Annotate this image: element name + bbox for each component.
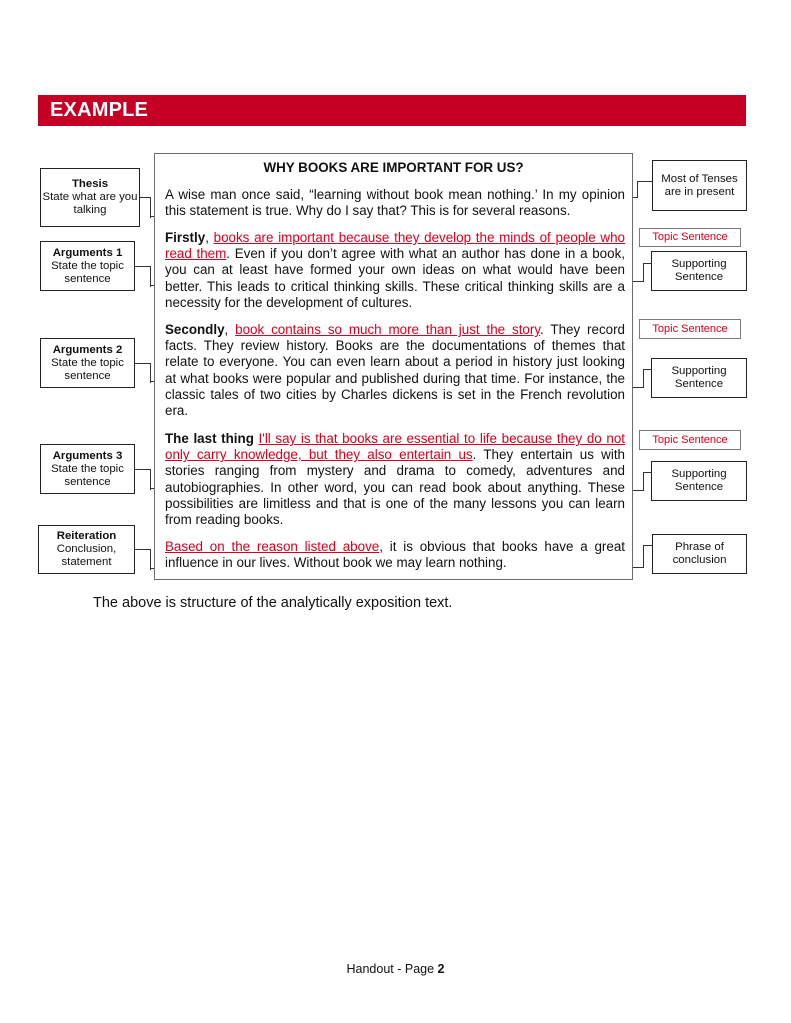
connector-line	[643, 369, 652, 388]
label-supporting-sentence-3	[651, 461, 747, 501]
connector-line	[135, 266, 151, 287]
label-text: Supporting Sentence	[671, 468, 727, 493]
label-arguments-2	[40, 338, 135, 388]
label-text: Supporting Sentence	[671, 365, 727, 390]
label-desc: State the topic sentence	[51, 356, 124, 382]
argument-3-lead: The last thing	[165, 431, 254, 446]
argument-3-supporting-text: . They entertain us with stories ranging from mystery and drama to comedy, adventures and autobiographies. In other word, you can read book about anything. These possibilities are limitless and that is one of the many lessons you can learn from reading books.	[165, 447, 625, 528]
connector-line	[633, 387, 643, 388]
reiteration-topic-phrase: Based on the reason listed above	[165, 539, 380, 554]
label-desc: State what are you talking	[42, 191, 138, 216]
label-topic-sentence-1	[639, 228, 741, 247]
thesis-text: A wise man once said, “learning without book mean nothing.’ In my opinion this statement is true. Why do I say that? This is for several reasons.	[165, 187, 625, 219]
footer-label: Handout - Page	[346, 962, 438, 976]
argument-2-topic-sentence: book contains so much more than just the story	[235, 322, 541, 337]
argument-2-paragraph	[165, 322, 625, 419]
section-banner	[38, 95, 746, 126]
connector-line	[643, 545, 653, 568]
label-text: Most of Tenses are in present	[661, 172, 738, 198]
thesis-paragraph	[165, 187, 625, 219]
argument-1-lead: Firstly	[165, 230, 206, 245]
label-title: Thesis	[71, 178, 109, 190]
label-phrase-of-conclusion	[652, 534, 747, 574]
label-supporting-sentence-2	[651, 358, 747, 398]
label-topic-sentence-3	[639, 430, 741, 450]
connector-line	[633, 281, 643, 282]
label-desc: State the topic sentence	[51, 462, 124, 488]
label-text: Topic Sentence	[652, 322, 728, 335]
argument-3-topic-sentence: I'll say is that books are essential to life because they do not only carry knowledge, but they also entertain us	[165, 431, 625, 463]
label-supporting-sentence-1	[651, 251, 747, 291]
label-title: Reiteration	[56, 530, 117, 542]
argument-2-lead: Secondly	[165, 322, 225, 337]
label-arguments-1	[40, 241, 135, 291]
label-text: Topic Sentence	[652, 231, 728, 243]
label-topic-sentence-2	[639, 319, 741, 339]
argument-1-supporting-text: . Even if you don’t agree with what an author has done in a book, you can at least have formed your own ideas on what would have been better. This leads to critical thinking skills. These critical thinking skills are a necessity for the development of cultures.	[165, 246, 625, 310]
separator: ,	[205, 230, 214, 245]
banner-title: EXAMPLE	[50, 99, 149, 121]
page-number: 2	[437, 962, 445, 976]
label-arguments-3	[40, 444, 135, 494]
reiteration-paragraph	[165, 539, 625, 571]
label-desc: Conclusion, statement	[56, 543, 117, 568]
connector-line	[140, 197, 151, 218]
connector-line	[633, 490, 643, 491]
connector-line	[643, 263, 652, 282]
label-text: Phrase of conclusion	[672, 541, 727, 566]
label-title: Arguments 1	[52, 246, 123, 259]
label-title: Arguments 3	[52, 449, 123, 462]
label-text: Supporting Sentence	[671, 258, 727, 283]
label-thesis	[40, 168, 140, 227]
caption-text: The above is structure of the analytically exposition text.	[93, 595, 453, 611]
page-footer	[0, 962, 791, 976]
argument-1-paragraph	[165, 230, 625, 311]
label-title: Arguments 2	[52, 343, 123, 356]
label-reiteration	[38, 525, 135, 574]
label-text: Topic Sentence	[652, 433, 728, 446]
connector-line	[643, 472, 652, 491]
connector-line	[135, 549, 151, 570]
separator: ,	[224, 322, 236, 337]
label-desc: State the topic sentence	[51, 259, 124, 285]
connector-line	[135, 363, 151, 383]
argument-1-topic-sentence: books are important because they develop the minds of people who read them	[165, 230, 625, 262]
essay-box	[154, 153, 633, 580]
connector-line	[135, 469, 151, 490]
essay-title: WHY BOOKS ARE IMPORTANT FOR US?	[263, 160, 524, 175]
connector-line	[633, 567, 643, 568]
argument-2-supporting-text: . They record facts. They review history. Books are the documentations of themes that relate to everyone. You can even learn about a period in history just looking at what books were popular and published during that time. For instance, the classic tales of two cities by Charles dickens is set in the French revolution era.	[165, 322, 625, 419]
connector-line	[637, 181, 653, 198]
reiteration-text: , it is obvious that books have a great influence in our lives. Without book we may learn nothing.	[165, 539, 625, 571]
argument-3-paragraph	[165, 431, 625, 528]
label-tenses	[652, 160, 747, 211]
